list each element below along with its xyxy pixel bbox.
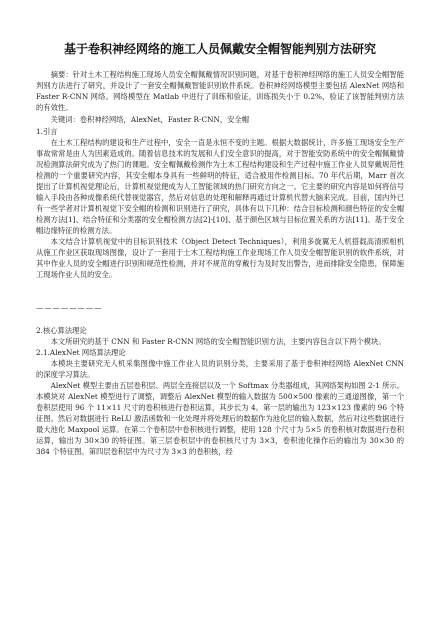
section-2-1-paragraph-2: AlexNet 模型主要由五层卷积层、两层全连接层以及一个 Softmax 分类器组成，其网络架构如图 2-1 所示。本模块对 AlexNet 模型进行了调整，调整后 AlexNet 模型的输入数据为 500×500 像素的三通道图像，第一个卷积层使用 96 个 11×11 尺寸的卷积核进行卷积运算，其步长为 4。第一层的输出为 123×123 像素的 96 个特征图。然后对数据进行 ReLU 激活函数和一化处理并将处理后的数据作为池化层的输入数据，然后对这些数据进行最大池化 Maxpool 运算。在第二个卷积层中卷积核进行调整，使用 128 个尺寸为 5×5 的卷积核对数据进行卷积运算，输出为 30×30 的特征图。第三层卷积层中的卷积核尺寸为 3×3，卷积池化操作后的输出为 30×30 的 384 个特征图。第四层卷积层中为尺寸为 3×3 的卷积核，经 [36, 381, 405, 456]
abstract: 摘要：针对土木工程结构施工现场人员安全帽佩戴情况识别问题，对基于卷积神经网络的施工人员安全帽智能判别方法进行了研究，并设计了一套安全帽佩戴智能识别软件系统。卷积神经网络模型主要包括 AlexNet 网络和 Faster R-CNN 网络。网络模型在 Matlab 中进行了训练和验证，训练损失小于 0.2%，验证了该智能判别方法的有效性。 [36, 70, 404, 112]
section-2-paragraph: 本文所研究的基于 CNN 和 Faster R-CNN 网络的安全帽智能识别方法，主要内容包含以下两个模块。 [50, 337, 386, 346]
divider-line: ———————— [36, 303, 103, 312]
intro-paragraph-2: 本文结合计算机视觉中的目标识别技术（Object Detect Techniques），利用多旋翼无人机搭载高清照相机从施工作业区获取现场图像，设计了一套用于土木工程结构施工作业现场工作人员安全帽智能识别的软件系统，对其中作业人员的安全帽进行识别和规范性检测，并对不规范的穿戴行为及时发出警告，进而排除安全隐患，保障施工现场作业人员的安全。 [36, 237, 404, 279]
section-1-heading: 1.引言 [36, 127, 58, 136]
blank-space [36, 280, 404, 298]
paper-title: 基于卷积神经网络的施工人员佩戴安全帽智能判别方法研究 [63, 42, 376, 56]
section-2-1-heading: 2.1.AlexNet 网络算法理论 [36, 348, 126, 357]
section-2-heading: 2.核心算法理论 [36, 326, 87, 335]
intro-paragraph-1: 在土木工程结构的建设和生产过程中，安全一直是永恒不变的主题。根据大数据统计，许多施工现场安全生产事故常常是由人为因素造成的。随着信息技术的发展和人们安全意识的提高，对于智能安防系统中的安全帽佩戴情况检测算法研究成为了热门的课题。安全帽佩戴检测作为土木工程结构建设和生产过程中施工作业人员穿戴规范性检测的一个重要研究内容，其安全帽本身具有一些鲜明的特征，适合被用作检测目标。70 年代后期，Marr 首次提出了计算机视觉理论后，计算机视觉便成为人工智能领域的热门研究方向之一。它主要的研究内容是如何将信号输入手段由各种成像系统代替视觉器官，然后对信息的处理和解释再通过计算机代替大脑来完成。目前，国内外已有一些学者对计算机视觉下安全帽的检测和识别进行了研究，具体有以下几种：结合目标检测和颜色特征的安全帽检测方法[1]、结合特征和分类器的安全帽检测方法[2]-[10]、基于颜色区域与目标位置关系的方法[11]、基于安全帽边缘特征的检测方法。 [36, 138, 404, 235]
keywords: 关键词：卷积神经网络，AlexNet，Faster R-CNN，安全帽 [50, 115, 250, 124]
section-2-1-paragraph-1: 本模块主要研究无人机采集图像中施工作业人员的识别分类，主要采用了基于卷积神经网络 AlexNet CNN 的深度学习算法。 [36, 359, 404, 379]
